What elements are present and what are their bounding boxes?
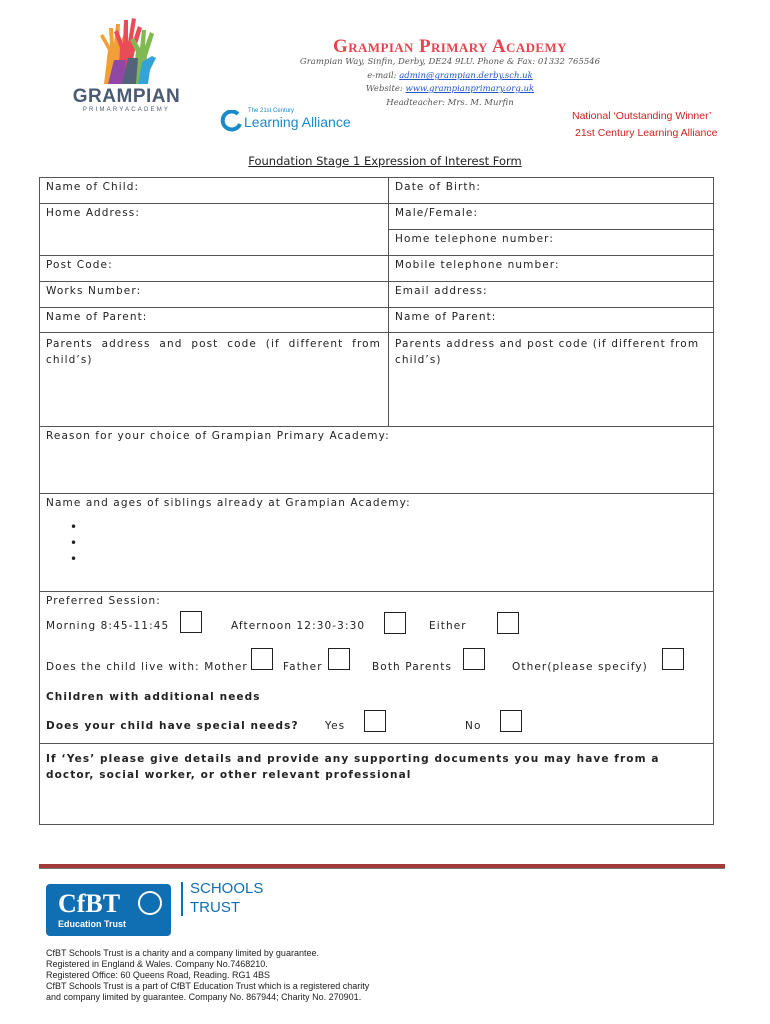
morning-checkbox[interactable]	[180, 611, 202, 633]
reason-field[interactable]: Reason for your choice of Grampian Primary Academy:	[46, 430, 390, 442]
school-address: Grampian Way, Sinfin, Derby, DE24 9LU. Phone & Fax: 01332 765546	[299, 57, 601, 67]
award-line-2: 21st Century Learning Alliance	[575, 127, 718, 138]
schools-label: SCHOOLS	[190, 880, 264, 897]
mother-checkbox[interactable]	[251, 648, 273, 670]
hands-logo-icon	[94, 14, 162, 86]
siblings-field[interactable]: Name and ages of siblings already at Grampian Academy:	[46, 497, 411, 509]
male-female-field[interactable]: Male/Female:	[395, 207, 479, 219]
trust-label: TRUST	[190, 899, 240, 916]
home-telephone-field[interactable]: Home telephone number:	[395, 233, 555, 245]
headteacher: Headteacher: Mrs. M. Murfin	[386, 98, 514, 108]
father-checkbox[interactable]	[328, 648, 350, 670]
afternoon-label: Afternoon 12:30-3:30	[231, 620, 366, 632]
learning-alliance-swoosh-icon	[218, 110, 242, 132]
mobile-telephone-field[interactable]: Mobile telephone number:	[395, 259, 560, 271]
learning-alliance-title: Learning Alliance	[244, 114, 351, 130]
yes-label: Yes	[325, 720, 346, 732]
other-label: Other(please specify)	[512, 661, 648, 673]
name-of-child-field[interactable]: Name of Child:	[46, 181, 140, 193]
no-checkbox[interactable]	[500, 710, 522, 732]
form-title: Foundation Stage 1 Expression of Interest Form	[248, 154, 522, 168]
email-line	[250, 71, 650, 81]
special-needs-question: Does your child have special needs?	[46, 720, 299, 732]
cfbt-education-trust: Education Trust	[58, 919, 127, 929]
either-label: Either	[429, 620, 467, 632]
footer-line: Registered in England & Wales. Company No.7468210.	[46, 959, 268, 969]
additional-needs-heading: Children with additional needs	[46, 691, 261, 703]
father-label: Father	[283, 661, 323, 673]
works-number-field[interactable]: Works Number:	[46, 285, 142, 297]
details-field[interactable]: If ‘Yes’ please give details and provide any supporting documents you may have from a doctor, social worker, or other relevant professional	[46, 753, 660, 781]
yes-checkbox[interactable]	[364, 710, 386, 732]
parents-address-right-field[interactable]: Parents address and post code (if different from child’s)	[395, 338, 700, 366]
afternoon-checkbox[interactable]	[384, 612, 406, 634]
cfbt-wordmark: CfBT	[58, 889, 121, 918]
live-with-label: Does the child live with: Mother	[46, 661, 248, 673]
parents-address-left-field[interactable]: Parents address and post code (if different from child’s)	[46, 338, 381, 366]
both-parents-checkbox[interactable]	[463, 648, 485, 670]
email-address-field[interactable]: Email address:	[395, 285, 488, 297]
post-code-field[interactable]: Post Code:	[46, 259, 113, 271]
footer-line: and company limited by guarantee. Company No. 867944; Charity No. 270901.	[46, 992, 362, 1002]
award-line-1: National ‘Outstanding Winner’	[572, 110, 712, 122]
name-of-parent-right-field[interactable]: Name of Parent:	[395, 311, 497, 323]
footer-line: CfBT Schools Trust is a part of CfBT Education Trust which is a registered charity	[46, 981, 370, 991]
logo-separator	[181, 882, 183, 916]
morning-label: Morning 8:45-11:45	[46, 620, 170, 632]
home-address-field[interactable]: Home Address:	[46, 207, 140, 219]
website-line	[250, 84, 650, 94]
footer-line: CfBT Schools Trust is a charity and a company limited by guarantee.	[46, 948, 319, 958]
logo-subtitle: PRIMARYACADEMY	[82, 107, 171, 113]
footer-line: Registered Office: 60 Queens Road, Reading. RG1 4BS	[46, 970, 270, 980]
logo-wordmark: GRAMPIAN	[72, 86, 181, 107]
email-link[interactable]: admin@grampian.derby.sch.uk	[399, 71, 533, 81]
name-of-parent-left-field[interactable]: Name of Parent:	[46, 311, 148, 323]
no-label: No	[465, 720, 482, 732]
globe-icon	[138, 891, 162, 915]
both-parents-label: Both Parents	[372, 661, 453, 673]
preferred-session-label: Preferred Session:	[46, 595, 161, 607]
row-line	[39, 743, 714, 744]
other-checkbox[interactable]	[662, 648, 684, 670]
either-checkbox[interactable]	[497, 612, 519, 634]
website-label: Website:	[365, 84, 406, 94]
footer-divider	[39, 864, 725, 869]
learning-alliance-small: The 21st Century	[248, 108, 295, 114]
date-of-birth-field[interactable]: Date of Birth:	[395, 181, 482, 193]
school-name: Grampian Primary Academy	[333, 36, 567, 57]
website-link[interactable]: www.grampianprimary.org.uk	[405, 84, 535, 94]
email-label: e-mail:	[367, 71, 400, 81]
